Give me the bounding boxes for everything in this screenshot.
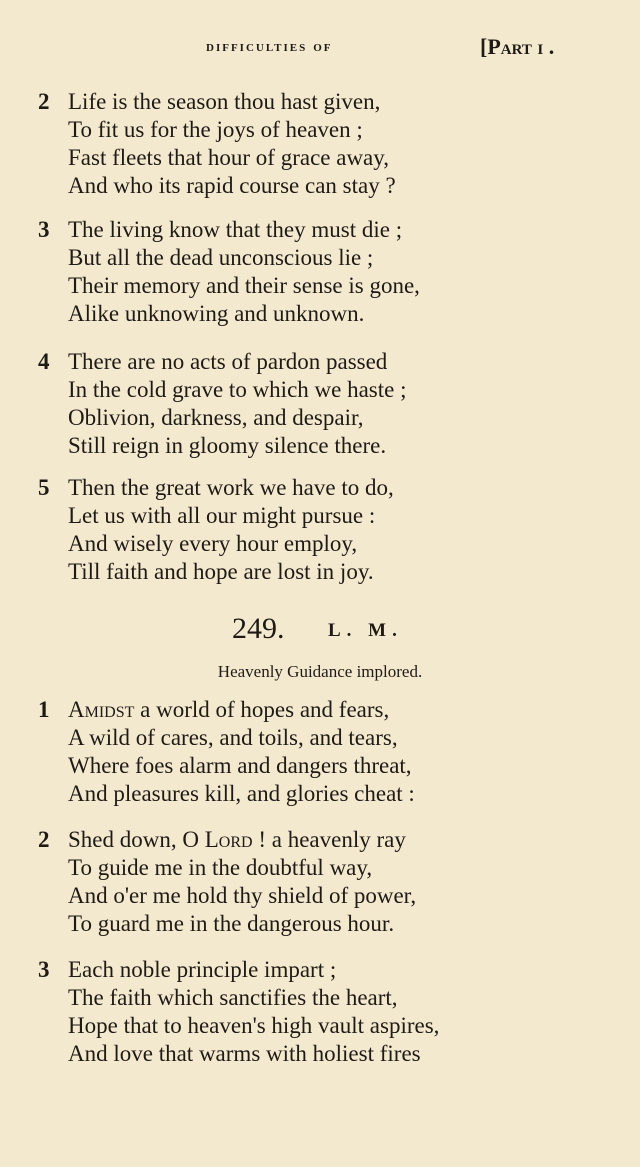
verse-line: Alike unknowing and unknown.	[68, 301, 365, 326]
verse-line: And pleasures kill, and glories cheat :	[68, 781, 415, 806]
verse-line: The living know that they must die ;	[68, 217, 403, 242]
verse-line: To guard me in the dangerous hour.	[68, 911, 395, 936]
verse-line: And wisely every hour employ,	[68, 531, 358, 556]
stanza-number: 4	[38, 349, 50, 374]
stanza-number: 2	[38, 89, 50, 114]
verse-line: Their memory and their sense is gone,	[68, 273, 420, 298]
verse-line: In the cold grave to which we haste ;	[68, 377, 407, 402]
verse-line: But all the dead unconscious lie ;	[68, 245, 374, 270]
stanza-3	[38, 216, 618, 328]
hymn-heading	[0, 612, 640, 652]
verse-line: Hope that to heaven's high vault aspires,	[68, 1013, 440, 1038]
hymn-stanza-3	[38, 956, 618, 1068]
stanza-number: 1	[38, 697, 50, 722]
verse-line: Oblivion, darkness, and despair,	[68, 405, 364, 430]
verse-line-pre: Shed down, O	[68, 827, 205, 852]
verse-line: To guide me in the doubtful way,	[68, 855, 373, 880]
stanza-number: 5	[38, 475, 50, 500]
hymn-number: 249.	[232, 612, 285, 645]
verse-line: Fast fleets that hour of grace away,	[68, 145, 390, 170]
verse-line: Then the great work we have to do,	[68, 475, 394, 500]
verse-line: Each noble principle impart ;	[68, 957, 337, 982]
first-word: Amidst	[68, 697, 135, 722]
stanza-number: 2	[38, 827, 50, 852]
lord-word: Lord	[204, 827, 253, 852]
verse-line: Till faith and hope are lost in joy.	[68, 559, 374, 584]
verse-line: Let us with all our might pursue :	[68, 503, 376, 528]
stanza-2	[38, 88, 618, 200]
verse-line	[68, 826, 406, 854]
running-head-part: [Part i .	[480, 34, 555, 59]
hymn-stanza-2	[38, 826, 618, 938]
verse-line: To fit us for the joys of heaven ;	[68, 117, 363, 142]
verse-line-post: ! a heavenly ray	[252, 827, 406, 852]
verse-line: And love that warms with holiest fires	[68, 1041, 421, 1066]
verse-line: There are no acts of pardon passed	[68, 349, 388, 374]
verse-line: And o'er me hold thy shield of power,	[68, 883, 417, 908]
verse-line: Life is the season thou hast given,	[68, 89, 381, 114]
hymn-meter: L. M.	[328, 620, 403, 641]
verse-line: Still reign in gloomy silence there.	[68, 433, 387, 458]
hymn-subtitle: Heavenly Guidance implored.	[217, 662, 423, 681]
stanza-number: 3	[38, 957, 50, 982]
verse-line: The faith which sanctifies the heart,	[68, 985, 398, 1010]
verse-line-rest: a world of hopes and fears,	[134, 697, 390, 722]
verse-line: Where foes alarm and dangers threat,	[68, 753, 412, 778]
verse-line: A wild of cares, and toils, and tears,	[68, 725, 398, 750]
running-head-title: difficulties of	[206, 38, 333, 55]
stanza-number: 3	[38, 217, 50, 242]
stanza-5	[38, 474, 618, 586]
stanza-4	[38, 348, 618, 460]
verse-line	[68, 696, 389, 724]
verse-line: And who its rapid course can stay ?	[68, 173, 396, 198]
hymn-stanza-1	[38, 696, 618, 808]
running-head	[0, 34, 640, 64]
